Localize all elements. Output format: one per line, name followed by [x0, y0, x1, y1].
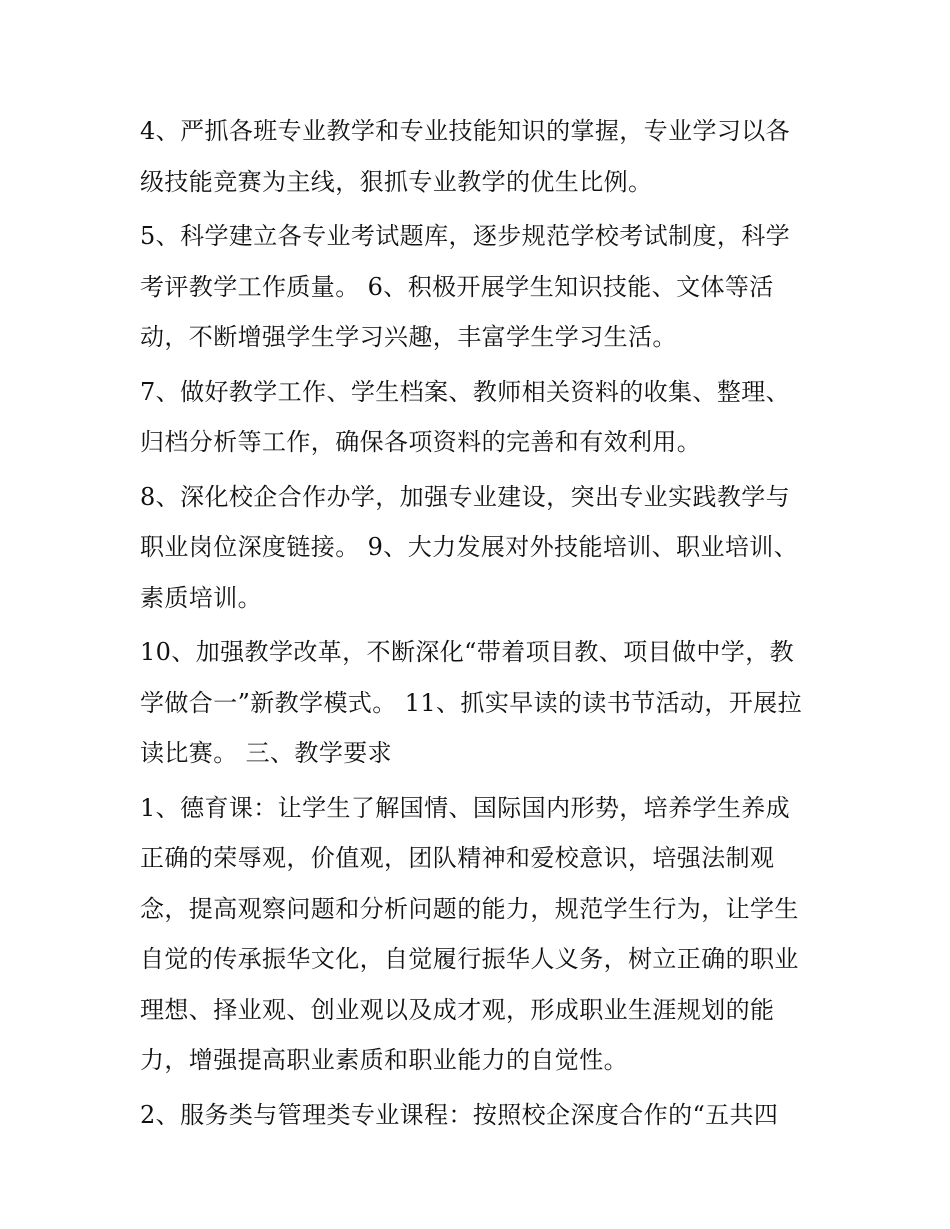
paragraph-service-management: [140, 1090, 820, 1141]
text-line: 4、严抓各班专业教学和专业技能知识的掌握，专业学习以各: [140, 117, 791, 145]
paragraph-item-4: [140, 106, 820, 207]
text-line: 归档分析等工作，确保各项资料的完善和有效利用。: [140, 428, 702, 456]
text-line: 职业岗位深度链接。 9、大力发展对外技能培训、职业培训、: [140, 533, 799, 561]
paragraph-item-8-9: [140, 472, 820, 624]
text-line: 1、德育课：让学生了解国情、国际国内形势，培养学生养成: [140, 793, 791, 822]
text-line: 念，提高观察问题和分析问题的能力，规范学生行为，让学生: [140, 894, 799, 923]
text-line: 正确的荣辱观，价值观，团队精神和爱校意识，培强法制观: [140, 844, 775, 872]
document-body: [140, 106, 820, 1144]
text-line: 自觉的传承振华文化，自觉履行振华人义务，树立正确的职业: [140, 945, 799, 973]
text-line: 学做合一”新教学模式。 11、抓实早读的读书节活动，开展拉: [140, 688, 803, 717]
text-line: 5、科学建立各专业考试题库，逐步规范学校考试制度，科学: [140, 222, 791, 250]
text-line: 级技能竞赛为主线，狠抓专业教学的优生比例。: [140, 167, 653, 196]
text-line: 7、做好教学工作、学生档案、教师相关资料的收集、整理、: [140, 377, 791, 406]
text-line: 素质培训。: [140, 583, 262, 612]
text-line: 动，不断增强学生学习兴趣，丰富学生学习生活。: [140, 323, 677, 351]
text-line: 考评教学工作质量。 6、积极开展学生知识技能、文体等活: [140, 272, 774, 301]
text-line: 读比赛。 三、教学要求: [140, 739, 393, 767]
text-line: 2、服务类与管理类专业课程：按照校企深度合作的“五共四: [140, 1100, 779, 1129]
text-line: 8、深化校企合作办学，加强专业建设，突出专业实践教学与: [140, 482, 791, 511]
text-line: 理想、择业观、创业观以及成才观，形成职业生涯规划的能: [140, 995, 775, 1024]
paragraph-moral-education: [140, 783, 820, 1086]
text-line: 力，增强提高职业素质和职业能力的自觉性。: [140, 1046, 628, 1074]
paragraph-item-5-6: [140, 211, 820, 363]
text-line: 10、加强教学改革，不断深化“带着项目教、项目做中学，教: [140, 638, 795, 666]
paragraph-item-7: [140, 367, 820, 468]
paragraph-item-10-11: [140, 627, 820, 779]
